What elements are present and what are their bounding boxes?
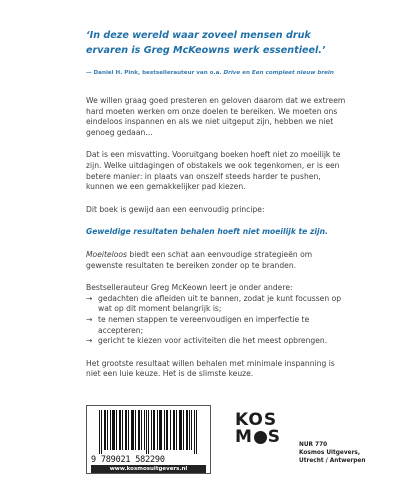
isbn-barcode [86,405,211,474]
isbn-number: 9 789021 582290 [91,455,165,465]
logo-row-2 [235,429,281,446]
logo-letter-m: M [235,427,253,447]
book-title: Moeiteloos [86,249,127,259]
back-cover-quote: ‘In deze wereld waar zoveel mensen druk ervaren is Greg McKeowns werk essentieel.’ [86,30,326,56]
kosmos-logo [235,412,281,452]
bullet-item [86,315,346,336]
quote-attribution [86,69,376,77]
attribution-prefix: — Daniel H. Pink, bestsellerauteur van o.a. [86,70,224,76]
bullet-item [86,336,346,347]
blurb-paragraph-5: Bestsellerauteur Greg McKeown leert je onder andere: [86,283,293,293]
blurb-paragraph-1: We willen graag goed presteren en geloven daarom dat we extreem hard moeten werken om onze doelen te bereiken. We moeten ons eindeloos inspannen en als we niet uitgeput zijn, hebben we niet genoeg gedaan… [86,96,346,137]
arrow-icon: → [86,314,93,324]
blurb-paragraph-4-rest: biedt een schat aan eenvoudige strategieën om gewenste resultaten te bereiken zonder op te branden. [86,249,313,270]
blurb-paragraph-2: Dat is een misvatting. Vooruitgang boeken hoeft niet zo moeilijk te zijn. Welke uitdagingen of obstakels we ook tegenkomen, er is een betere manier: in plaats van onszelf steeds harder te pushen, kunnen we een gemakkelijker pad kiezen. [86,150,341,192]
bullet-list [86,294,346,347]
attribution-mid: en [240,70,252,76]
publisher-url: www.kosmosuitgevers.nl [91,465,206,473]
bullet-text: te nemen stappen te vereenvoudigen en imperfectie te accepteren; [98,314,310,335]
blurb-paragraph-3: Dit boek is gewijd aan een eenvoudig principe: [86,204,265,214]
blurb-paragraph-6: Het grootste resultaat willen behalen met minimale inspanning is niet een luie keuze. Het is de slimste keuze. [86,358,335,379]
publisher-city: Utrecht / Antwerpen [299,458,366,464]
logo-dot-icon [254,431,267,444]
logo-row-1: KOS [235,410,278,430]
publisher-name: Kosmos Uitgevers, [299,450,361,456]
arrow-icon: → [86,293,93,303]
nur-code: NUR 770 [299,442,328,448]
blurb-highlight: Geweldige resultaten behalen hoeft niet moeilijk te zijn. [86,227,328,237]
attribution-book-2: Een compleet nieuw brein [251,70,334,76]
attribution-book-1: Drive [223,70,241,76]
bullet-item [86,294,346,315]
bullet-text: gedachten die afleiden uit te bannen, zodat je kunt focussen op wat op dit moment belangrijk is; [98,293,342,314]
logo-letter-s: S [267,427,281,447]
arrow-icon: → [86,336,93,346]
bullet-text: gericht te kiezen voor activiteiten die het meest opbrengen. [98,336,328,346]
blurb-paragraph-4 [86,250,346,271]
publisher-info [299,441,389,465]
blurb [86,96,346,380]
barcode-icon [91,410,206,454]
